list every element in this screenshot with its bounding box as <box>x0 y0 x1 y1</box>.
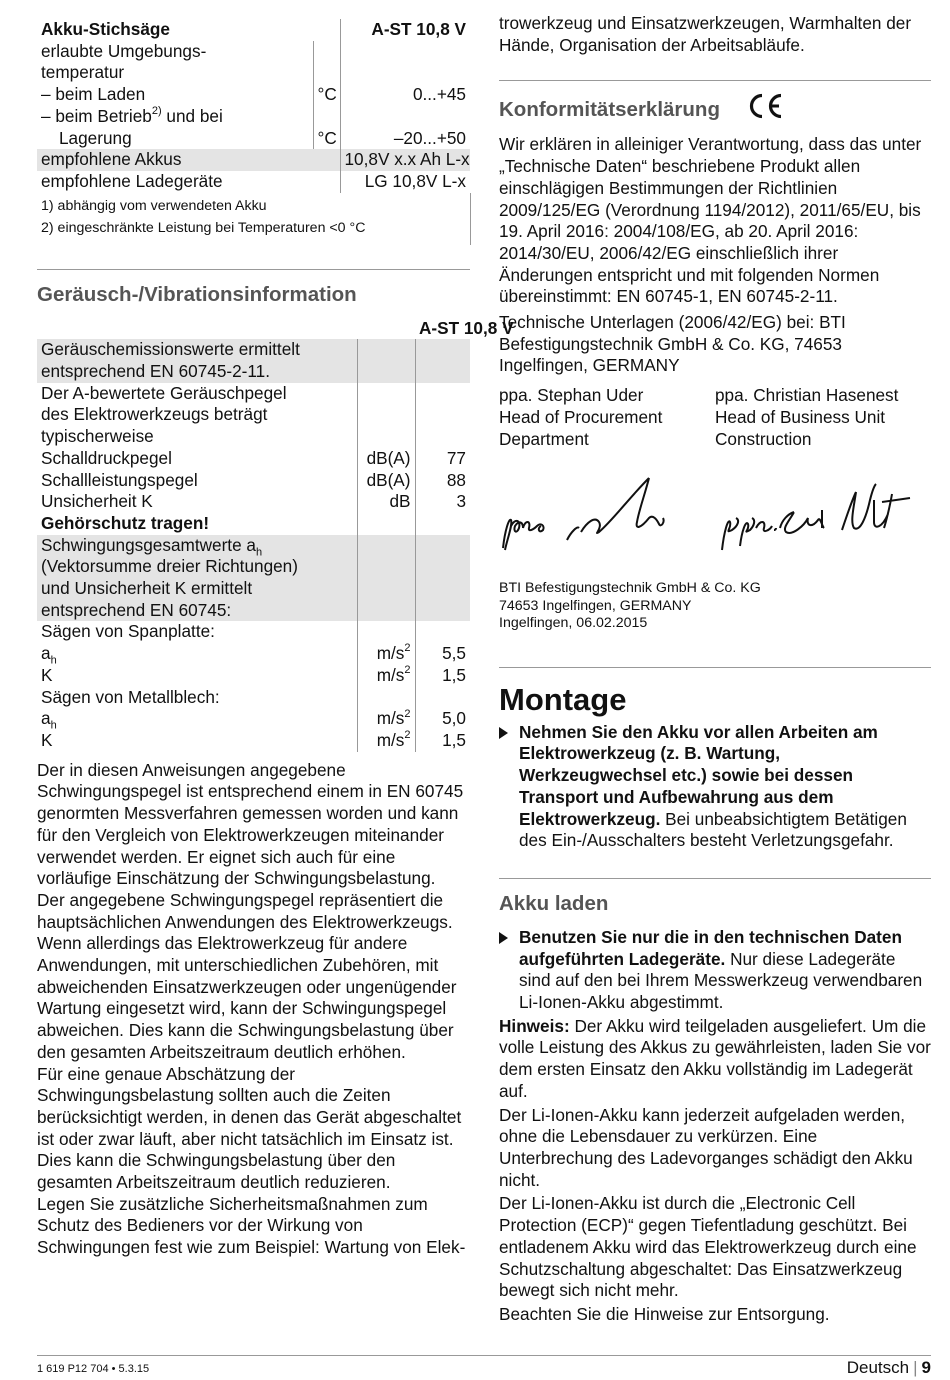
montage-instruction <box>499 722 931 852</box>
row-label: Geräuschemissionswerte ermittelt <box>41 339 300 360</box>
instruction-text: Nur diese Ladegeräte sind auf den bei Ihrem Messwerkzeug verwendbaren Li-Ionen-Akku abgestimmt. <box>519 948 923 1013</box>
conformity-title: Konformitätserklärung <box>499 97 720 121</box>
paragraph: Für eine genaue Abschätzung der Schwingungsbelastung sollten auch die Zeiten berücksichtigt werden, in denen das Gerät abgeschaltet ist oder zwar läuft, aber nicht tatsächlich im Einsatz ist. Dies kann die Schwingungsbelastung über den gesamten Arbeitszeitraum deutlich reduzieren. <box>37 1063 462 1193</box>
row-unit: dB(A) <box>366 469 411 490</box>
footnote: 1) abhängig vom verwendeten Akku <box>41 197 267 214</box>
row-unit: dB <box>389 491 411 512</box>
row-label: entsprechend EN 60745-2-11. <box>41 361 271 382</box>
instruction-bold: Nehmen Sie den Akku vor allen Arbeiten am Elektrowerkzeug (z. B. Wartung, Werkzeugwechsel etc.) sowie bei dessen Transport und Aufbewahrung aus dem Elektrowerkzeug. <box>519 721 878 829</box>
charging-instruction <box>499 927 931 1014</box>
model-header-label: Akku-Stichsäge <box>41 19 170 39</box>
paragraph: Legen Sie zusätzliche Sicherheitsmaßnahmen zum Schutz des Bedieners vor der Wirkung von Schwingungen fest wie zum Beispiel: Wartung von Elek- <box>37 1193 466 1258</box>
row-value: 1,5 <box>442 729 466 750</box>
row-value: 10,8V x.x Ah L-x <box>340 149 470 171</box>
address-line: BTI Befestigungstechnik GmbH & Co. KG <box>499 580 761 597</box>
section-title-conformity <box>499 80 931 132</box>
table-row <box>37 149 470 171</box>
vibration-explanation <box>37 760 470 1259</box>
signatory-department: Construction <box>715 428 812 449</box>
language-label: Deutsch <box>846 1358 910 1377</box>
ce-mark-icon <box>746 93 784 119</box>
row-label: entsprechend EN 60745: <box>41 599 232 620</box>
hint-text: Der Akku wird teilgeladen ausgeliefert. Um die volle Leistung des Akkus zu gewährleisten, laden Sie vor dem ersten Einsatz den Akku vollständig im Ladegerät auf. <box>499 1015 931 1101</box>
section-title-akku-laden: Akku laden <box>499 878 931 923</box>
table-row <box>37 383 470 535</box>
table-row <box>37 339 470 382</box>
noise-vibration-table <box>37 317 514 752</box>
signatory-name: ppa. Christian Hasenest <box>715 385 899 406</box>
row-label: typischerweise <box>41 426 154 447</box>
instruction-text: Bei unbeabsichtigtem Betätigen des Ein-/Ausschalters besteht Verletzungsgefahr. <box>519 808 907 851</box>
table-row <box>37 621 470 751</box>
table-row <box>37 19 470 41</box>
separator: | <box>913 1358 918 1377</box>
signatory-department: Department <box>499 428 589 449</box>
row-label: und Unsicherheit K ermittelt <box>41 578 253 599</box>
row-value: LG 10,8V L-x <box>340 171 470 193</box>
paragraph: Der Li-Ionen-Akku kann jederzeit aufgeladen werden, ohne die Lebensdauer zu verkürzen. Eine Unterbrechung des Ladevorganges schädigt den Akku nicht. <box>499 1104 913 1190</box>
paragraph-continuation: trowerkzeug und Einsatzwerkzeugen, Warmhalten der Hände, Organisation der Arbeitsabläufe. <box>499 13 912 55</box>
company-address <box>499 580 931 633</box>
model-header-value: A-ST 10,8 V <box>340 19 470 41</box>
row-value: 1,5 <box>442 664 466 685</box>
row-unit: °C <box>313 84 340 106</box>
row-value: –20...+50 <box>340 106 470 149</box>
row-label: des Elektrowerkzeugs beträgt <box>41 404 268 425</box>
paragraph: Der angegebene Schwingungspegel repräsentiert die hauptsächlichen Anwendungen des Elektrowerkzeugs. Wenn allerdings das Elektrowerkzeug für andere Anwendungen, mit unterschiedlichen Zubehören, mit abweichenden Einsatzwerkzeugen oder ungenügender Wartung eingesetzt wird, kann der Schwingungspegel abweichen. Dies kann die Schwingungsbelastung über den gesamten Arbeitszeitraum deutlich erhöhen. <box>37 889 457 1062</box>
paragraph: Beachten Sie die Hinweise zur Entsorgung. <box>499 1303 830 1324</box>
hint-label: Hinweis: <box>499 1015 570 1036</box>
table-row <box>37 535 470 622</box>
row-label: temperatur <box>41 62 125 83</box>
hint-paragraph <box>499 1016 931 1103</box>
triangle-bullet-icon <box>499 932 508 944</box>
row-label: Sägen von Spanplatte: <box>41 621 215 642</box>
address-line: Ingelfingen, 06.02.2015 <box>499 615 648 632</box>
document-code: 1 619 P12 704 • 5.3.15 <box>37 1363 150 1375</box>
row-unit: $m/s^2$ <box>376 707 411 729</box>
page-number: 9 <box>921 1358 931 1377</box>
row-unit: $m/s^2$ <box>376 664 411 685</box>
row-label: erlaubte Umgebungs- <box>41 40 207 61</box>
row-label: K <box>41 664 53 685</box>
instruction-bold: Benutzen Sie nur die in den technischen Daten aufgeführten Ladegeräte. <box>519 926 902 969</box>
section-title-noise: Geräusch-/Vibrationsinformation <box>37 269 470 314</box>
row-value: 5,0 <box>442 708 466 729</box>
row-label: Der A-bewertete Geräuschpegel <box>41 382 287 403</box>
footnote: 2) eingeschränkte Leistung bei Temperaturen <0 °C <box>41 219 366 236</box>
address-line: 74653 Ingelfingen, GERMANY <box>499 597 692 614</box>
paragraph: Wir erklären in alleiniger Verantwortung, dass das unter „Technische Daten“ beschriebene Produkt allen einschlägigen Bestimmungen der Richtlinien 2009/125/EG (Verordnung 1194/2012), 2011/65/EU, bis 19. April 2016: 2004/108/EG, ab 20. April 2016: 2014/30/EU, 2006/42/EG einschließlich ihrer Änderungen entspricht und mit folgenden Normen übereinstimmt: EN 60745-1, EN 60745-2-11. <box>499 134 922 307</box>
row-label: Unsicherheit K <box>41 491 153 512</box>
row-label: Schwingungsgesamtwerte $a_h$ <box>41 534 263 559</box>
row-value: 77 <box>446 447 466 468</box>
signature-uder-icon <box>499 470 714 560</box>
signature-hasenest-icon <box>714 470 931 560</box>
left-column <box>37 0 514 1259</box>
table-row <box>37 41 470 84</box>
right-column <box>499 0 931 1326</box>
row-label: $a_h$ <box>41 643 57 667</box>
row-label: $a_h$ <box>41 708 57 732</box>
noise-model-value: A-ST 10,8 V <box>419 317 514 338</box>
signatory-2 <box>715 385 931 450</box>
row-label: – beim Laden <box>41 84 146 105</box>
row-unit: $m/s^2$ <box>376 729 411 750</box>
signatures <box>499 470 931 560</box>
table-notes-row <box>37 193 470 245</box>
triangle-bullet-icon <box>499 727 508 739</box>
table-row <box>37 171 470 193</box>
row-value: 5,5 <box>442 643 466 664</box>
row-label: empfohlene Ladegeräte <box>41 170 223 191</box>
row-unit: dB(A) <box>366 447 411 468</box>
ce-mark-icon <box>746 93 784 126</box>
row-value: 3 <box>456 491 466 512</box>
table-row <box>37 318 470 340</box>
row-label: empfohlene Akkus <box>37 149 313 171</box>
table-row <box>37 106 470 149</box>
row-unit: $m/s^2$ <box>376 642 411 664</box>
technical-data-table <box>37 19 471 245</box>
table-row <box>37 84 470 106</box>
row-label: – beim Betrieb$^{2)}$ und bei <box>41 105 223 126</box>
paragraph: Technische Unterlagen (2006/42/EG) bei: BTI Befestigungstechnik GmbH & Co. KG, 74653 Ingelfingen, GERMANY <box>499 312 846 376</box>
row-label: K <box>41 729 53 750</box>
row-label: Schalldruckpegel <box>41 447 172 468</box>
row-label: Lagerung <box>59 127 132 148</box>
paragraph: Der in diesen Anweisungen angegebene Schwingungspegel ist entsprechend einem in EN 60745 genormten Messverfahren gemessen worden und kann für den Vergleich von Elektrowerkzeugen miteinander verwendet werden. Er eignet sich auch für eine vorläufige Einschätzung der Schwingungsbelastung. <box>37 759 464 889</box>
page-footer <box>37 1355 931 1380</box>
row-value: 0...+45 <box>340 84 470 106</box>
row-label: (Vektorsumme dreier Richtungen) <box>41 556 298 577</box>
signatory-role: Head of Business Unit <box>715 406 886 427</box>
page-indicator <box>847 1358 931 1378</box>
row-unit: °C <box>313 106 340 149</box>
signatory-1 <box>499 385 715 450</box>
row-label: Schallleistungspegel <box>41 469 198 490</box>
signatory-name: ppa. Stephan Uder <box>499 385 644 406</box>
signatory-names <box>499 385 931 450</box>
signatory-role: Head of Procurement <box>499 406 663 427</box>
paragraph: Der Li-Ionen-Akku ist durch die „Electronic Cell Protection (ECP)“ gegen Tiefentladung geschützt. Bei entladenem Akku wird das Elektrowerkzeug durch eine Schutzschaltung abgeschaltet: Das Einsatzwerkzeug bewegt sich nicht mehr. <box>499 1193 917 1301</box>
row-label: Sägen von Metallblech: <box>41 686 220 707</box>
hearing-protection-note: Gehörschutz tragen! <box>41 512 210 533</box>
row-value: 88 <box>446 469 466 490</box>
section-title-montage: Montage <box>499 667 931 722</box>
